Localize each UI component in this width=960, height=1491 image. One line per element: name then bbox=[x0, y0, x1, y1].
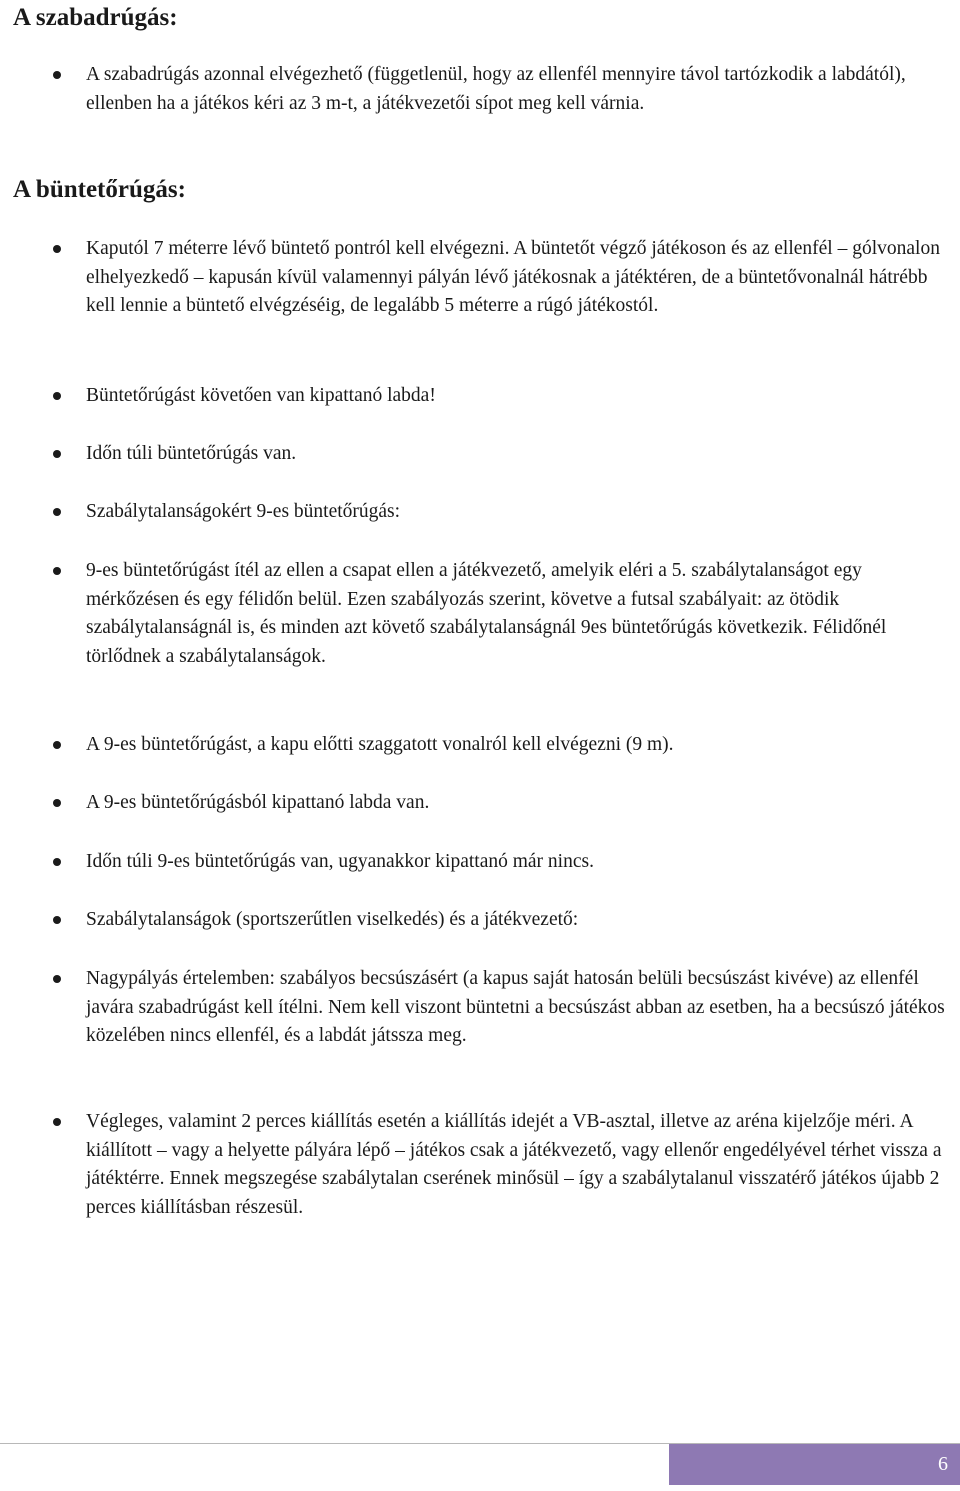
list-item-text: Időn túli büntetőrúgás van. bbox=[86, 443, 297, 464]
list-item bbox=[0, 440, 960, 469]
bullet-icon bbox=[53, 392, 61, 400]
bullet-icon bbox=[53, 71, 61, 79]
list-item bbox=[0, 557, 960, 671]
list-item bbox=[0, 965, 960, 1051]
list-item bbox=[0, 848, 960, 877]
page-number: 6 bbox=[938, 1453, 948, 1475]
bullet-icon bbox=[53, 245, 61, 253]
bullet-icon bbox=[53, 741, 61, 749]
list-item-text: Kaputól 7 méterre lévő büntető pontról kell elvégezni. A büntetőt végző játékoson és az ellenfél – gólvonalon elhelyezkedő – kapusán kívül valamennyi pályán lévő játékosnak a játéktéren, de a büntetővonalnál hátrébb kell lennie a büntető elvégzéséig, de legalább 5 méterre a rúgó játékostól. bbox=[86, 238, 940, 316]
list-item-text: A szabadrúgás azonnal elvégezhető (függetlenül, hogy az ellenfél mennyire távol tartózkodik a labdától), ellenben ha a játékos kéri az 3 m-t, a játékvezetői sípot meg kell várnia. bbox=[86, 64, 906, 114]
list-item bbox=[0, 1108, 960, 1222]
list-item-text: Büntetőrúgást követően van kipattanó labda! bbox=[86, 385, 436, 406]
list-item-text: A 9-es büntetőrúgást, a kapu előtti szaggatott vonalról kell elvégezni (9 m). bbox=[86, 734, 674, 755]
list-item-text: Nagypályás értelemben: szabályos becsúszásért (a kapus saját hatosán belüli becsúszást kivéve) az ellenfél javára szabadrúgást kell ítélni. Nem kell viszont büntetni a becsúszást abban az esetben, ha a becsúszó játékos közelében nincs ellenfél, és a labdát játssza meg. bbox=[86, 968, 945, 1046]
list-item bbox=[0, 906, 960, 935]
bullet-icon bbox=[53, 1118, 61, 1126]
bullet-icon bbox=[53, 799, 61, 807]
bullet-icon bbox=[53, 450, 61, 458]
section-heading-buntetorugas: A büntetőrúgás: bbox=[13, 176, 186, 203]
list-item bbox=[0, 382, 960, 411]
list-item-text: A 9-es büntetőrúgásból kipattanó labda van. bbox=[86, 792, 430, 813]
page-number-box bbox=[669, 1444, 960, 1485]
list-item bbox=[0, 731, 960, 760]
bullet-icon bbox=[53, 916, 61, 924]
bullet-icon bbox=[53, 508, 61, 516]
list-item-text: Szabálytalanságok (sportszerűtlen viselkedés) és a játékvezető: bbox=[86, 909, 579, 930]
bullet-icon bbox=[53, 858, 61, 866]
bullet-icon bbox=[53, 975, 61, 983]
list-item bbox=[0, 235, 960, 321]
list-item bbox=[0, 789, 960, 818]
list-item-text: Szabálytalanságokért 9-es büntetőrúgás: bbox=[86, 501, 401, 522]
list-item-text: Időn túli 9-es büntetőrúgás van, ugyanakkor kipattanó már nincs. bbox=[86, 851, 594, 872]
section-heading-szabadrugas: A szabadrúgás: bbox=[13, 4, 178, 31]
list-item bbox=[0, 498, 960, 527]
list-item bbox=[0, 61, 960, 118]
bullet-icon bbox=[53, 567, 61, 575]
list-item-text: Végleges, valamint 2 perces kiállítás esetén a kiállítás idejét a VB-asztal, illetve az aréna kijelzője méri. A kiállított – vagy a helyette pályára lépő – játékos csak a játékvezető, vagy ellenőr engedélyével térhet vissza a játéktérre. Ennek megszegése szabálytalan cserének minősül – így a szabálytalanul visszatérő játékos újabb 2 perces kiállításban részesül. bbox=[86, 1111, 942, 1218]
list-item-text: 9-es büntetőrúgást ítél az ellen a csapat ellen a játékvezető, amelyik eléri a 5. szabálytalanságot egy mérkőzésen és egy félidőn belül. Ezen szabályozás szerint, követve a futsal szabályait: az ötödik szabálytalanságnál is, és minden azt követő szabálytalanságnál 9es büntetőrúgás következik. Félidőnél törlődnek a szabálytalanságok. bbox=[86, 560, 887, 667]
